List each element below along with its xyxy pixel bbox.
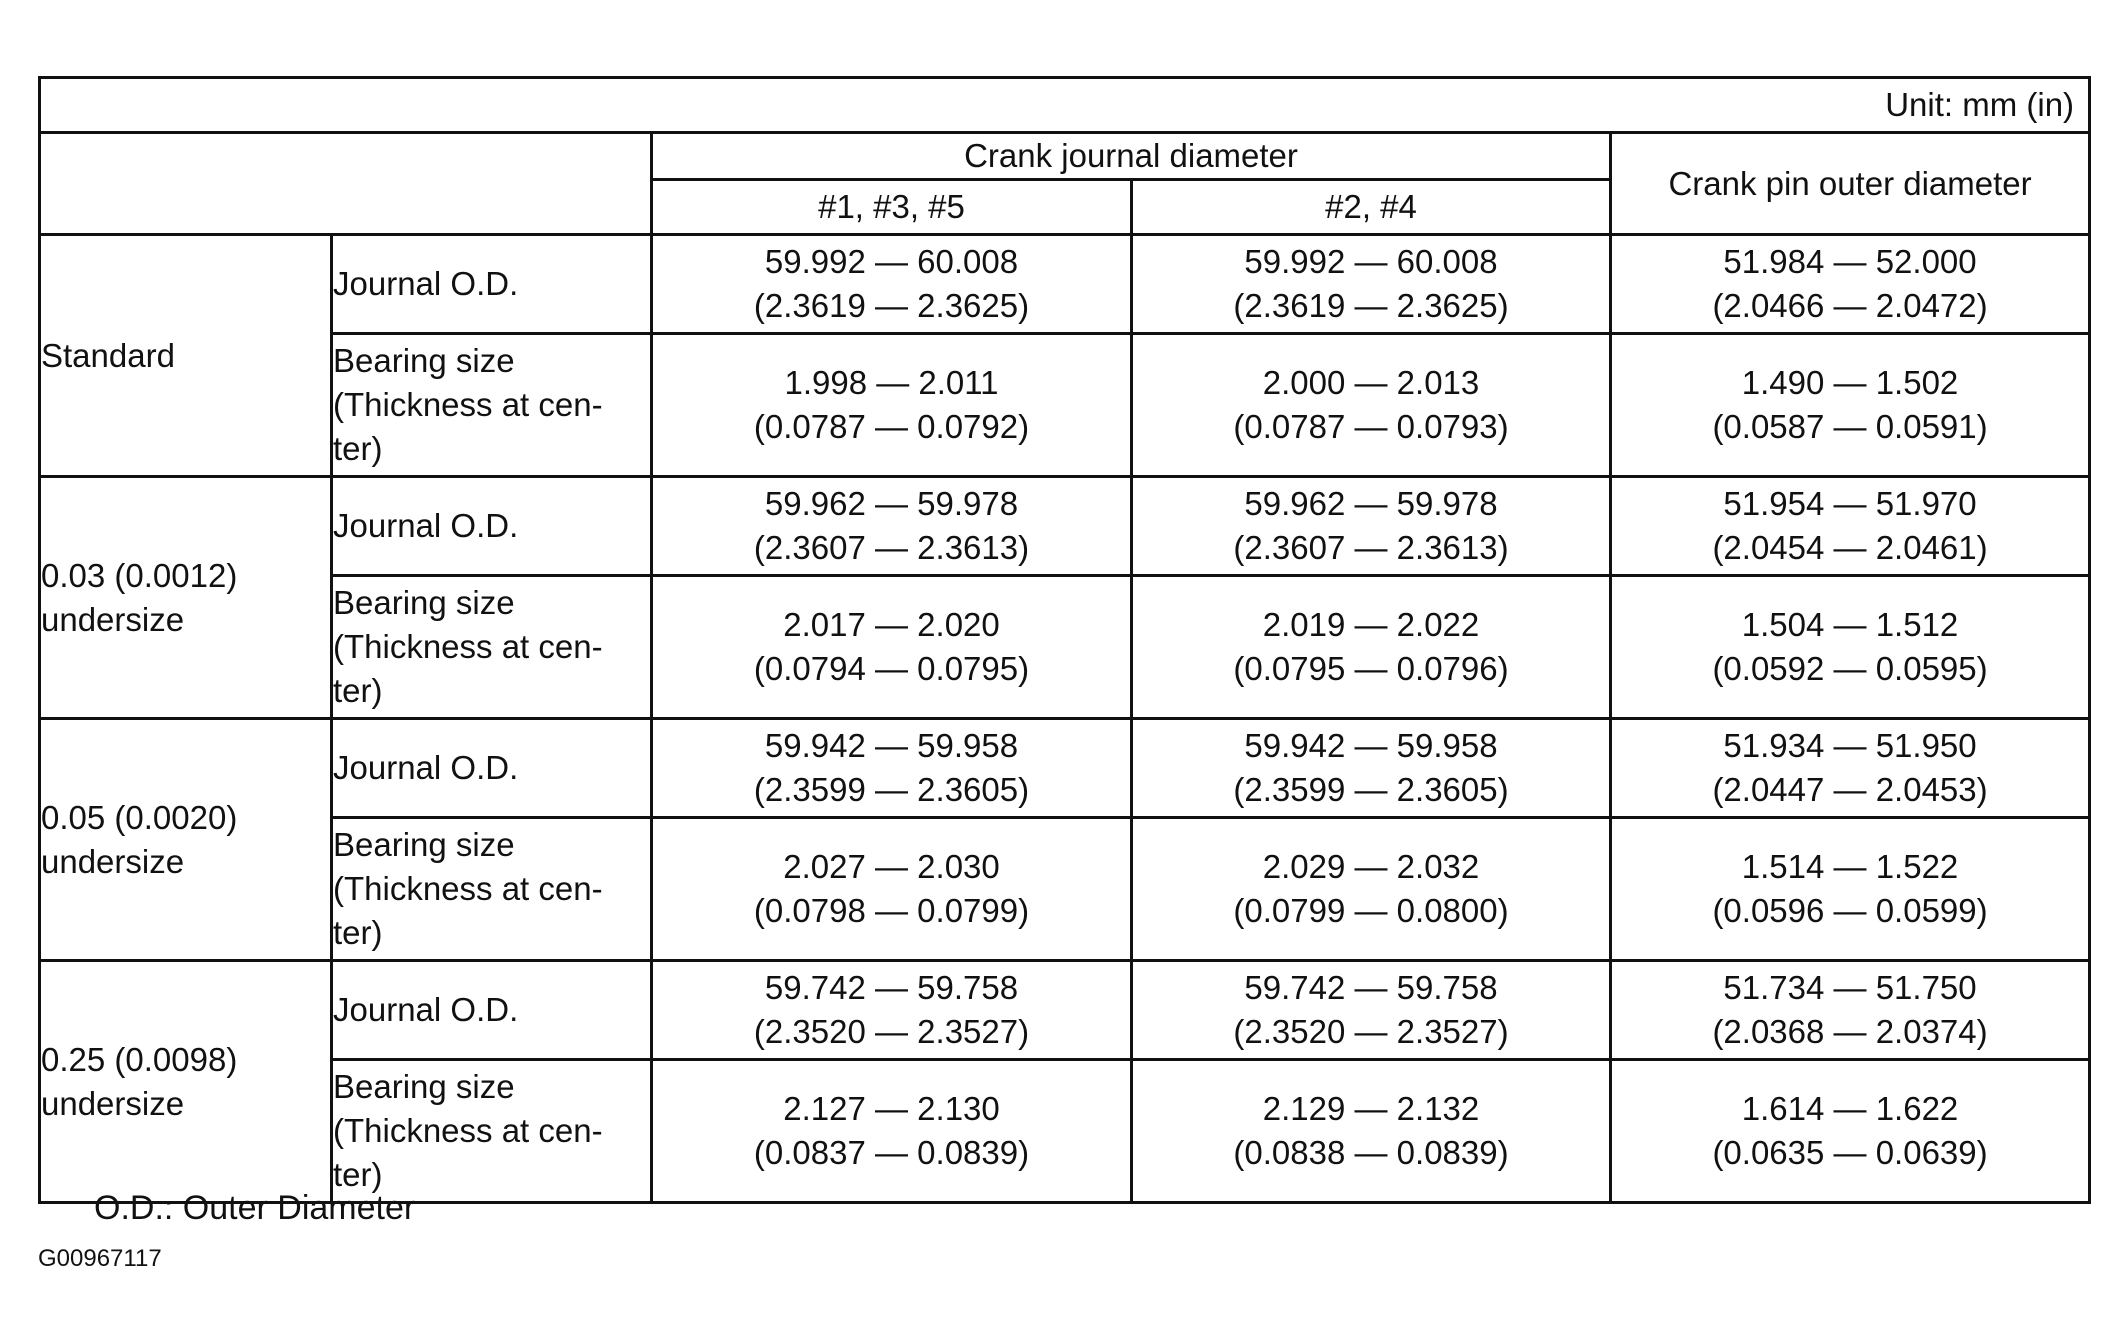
value-mm: 1.514 — 1.522 <box>1741 848 1959 885</box>
header-corner-cell <box>40 133 652 235</box>
bearing-value-cell <box>652 818 1132 961</box>
value-in: (0.0794 — 0.0795) <box>753 650 1030 687</box>
table-row <box>40 576 2090 719</box>
value-mm: 59.992 — 60.008 <box>1244 243 1498 280</box>
journal-col-2-header: #2, #4 <box>1132 180 1611 235</box>
unit-row <box>40 78 2090 133</box>
row-type-label: Journal O.D. <box>332 235 652 334</box>
row-type-label: Bearing size (Thickness at cen-ter) <box>332 818 652 961</box>
bearing-value-cell <box>1132 1060 1611 1203</box>
row-type-label: Journal O.D. <box>332 477 652 576</box>
row-type-label: Journal O.D. <box>332 961 652 1060</box>
journal-value-cell <box>1132 719 1611 818</box>
value-in: (0.0635 — 0.0639) <box>1712 1134 1988 1171</box>
journal-value-cell <box>1132 235 1611 334</box>
value-in: (2.3520 — 2.3527) <box>753 1013 1030 1050</box>
value-mm: 2.017 — 2.020 <box>783 606 1000 643</box>
value-mm: 59.742 — 59.758 <box>1244 969 1498 1006</box>
category-label: 0.05 (0.0020) undersize <box>40 719 332 961</box>
value-mm: 2.127 — 2.130 <box>783 1090 1000 1127</box>
value-mm: 59.942 — 59.958 <box>764 727 1019 764</box>
value-mm: 2.029 — 2.032 <box>1262 848 1480 885</box>
category-label: 0.03 (0.0012) undersize <box>40 477 332 719</box>
value-in: (2.3520 — 2.3527) <box>1233 1013 1509 1050</box>
category-label: Standard <box>40 235 332 477</box>
journal-col-1-header: #1, #3, #5 <box>652 180 1132 235</box>
bearing-value-cell <box>1132 334 1611 477</box>
journal-value-cell <box>1132 961 1611 1060</box>
row-type-label: Bearing size (Thickness at cen-ter) <box>332 334 652 477</box>
value-in: (0.0838 — 0.0839) <box>1233 1134 1509 1171</box>
value-mm: 1.504 — 1.512 <box>1741 606 1959 643</box>
journal-value-cell <box>652 235 1132 334</box>
value-in: (2.3599 — 2.3605) <box>1233 771 1509 808</box>
value-mm: 2.027 — 2.030 <box>783 848 1000 885</box>
row-type-label: Bearing size (Thickness at cen-ter) <box>332 1060 652 1203</box>
unit-label: Unit: mm (in) <box>40 78 2090 133</box>
table-row <box>40 818 2090 961</box>
value-mm: 1.614 — 1.622 <box>1741 1090 1959 1127</box>
table-row <box>40 235 2090 334</box>
bearing-value-cell <box>1132 818 1611 961</box>
value-in: (2.3619 — 2.3625) <box>753 287 1030 324</box>
value-in: (0.0799 — 0.0800) <box>1233 892 1509 929</box>
value-in: (2.3607 — 2.3613) <box>753 529 1030 566</box>
value-in: (2.0466 — 2.0472) <box>1712 287 1988 324</box>
value-mm: 51.934 — 51.950 <box>1723 727 1977 764</box>
value-mm: 1.490 — 1.502 <box>1741 364 1959 401</box>
table-row <box>40 961 2090 1060</box>
value-mm: 51.954 — 51.970 <box>1723 485 1977 522</box>
value-in: (0.0837 — 0.0839) <box>753 1134 1030 1171</box>
value-mm: 2.000 — 2.013 <box>1262 364 1480 401</box>
bearing-value-cell <box>1132 576 1611 719</box>
crankshaft-spec-table <box>38 76 2091 1204</box>
bearing-value-cell <box>652 1060 1132 1203</box>
value-in: (0.0592 — 0.0595) <box>1712 650 1988 687</box>
figure-id: G00967117 <box>38 1245 162 1272</box>
value-mm: 59.942 — 59.958 <box>1244 727 1498 764</box>
crank-pin-header: Crank pin outer diameter <box>1611 133 2090 235</box>
table-row <box>40 719 2090 818</box>
value-in: (2.0447 — 2.0453) <box>1712 771 1988 808</box>
journal-value-cell <box>652 961 1132 1060</box>
table-row <box>40 1060 2090 1203</box>
journal-value-cell <box>652 719 1132 818</box>
journal-value-cell <box>1611 719 2090 818</box>
value-mm: 51.984 — 52.000 <box>1723 243 1977 280</box>
value-in: (0.0787 — 0.0792) <box>753 408 1030 445</box>
row-type-label: Journal O.D. <box>332 719 652 818</box>
value-in: (0.0787 — 0.0793) <box>1233 408 1509 445</box>
footnote: O.D.: Outer Diameter <box>94 1189 416 1227</box>
value-mm: 1.998 — 2.011 <box>784 364 999 401</box>
value-in: (2.0368 — 2.0374) <box>1712 1013 1988 1050</box>
value-mm: 59.962 — 59.978 <box>1244 485 1498 522</box>
value-in: (0.0587 — 0.0591) <box>1712 408 1988 445</box>
table-row <box>40 477 2090 576</box>
bearing-value-cell <box>1611 818 2090 961</box>
value-mm: 59.992 — 60.008 <box>764 243 1019 280</box>
value-in: (2.0454 — 2.0461) <box>1712 529 1988 566</box>
value-in: (2.3619 — 2.3625) <box>1233 287 1509 324</box>
value-mm: 59.742 — 59.758 <box>764 969 1019 1006</box>
value-in: (2.3599 — 2.3605) <box>753 771 1030 808</box>
bearing-value-cell <box>652 576 1132 719</box>
value-in: (0.0798 — 0.0799) <box>753 892 1030 929</box>
category-label: 0.25 (0.0098) undersize <box>40 961 332 1203</box>
value-mm: 2.019 — 2.022 <box>1262 606 1480 643</box>
bearing-value-cell <box>1611 1060 2090 1203</box>
value-in: (0.0795 — 0.0796) <box>1233 650 1509 687</box>
journal-value-cell <box>1132 477 1611 576</box>
journal-value-cell <box>652 477 1132 576</box>
journal-value-cell <box>1611 235 2090 334</box>
value-mm: 2.129 — 2.132 <box>1262 1090 1480 1127</box>
header-row-1 <box>40 133 2090 180</box>
journal-value-cell <box>1611 477 2090 576</box>
value-mm: 59.962 — 59.978 <box>764 485 1019 522</box>
bearing-value-cell <box>1611 576 2090 719</box>
bearing-value-cell <box>652 334 1132 477</box>
journal-value-cell <box>1611 961 2090 1060</box>
bearing-value-cell <box>1611 334 2090 477</box>
table-row <box>40 334 2090 477</box>
value-in: (0.0596 — 0.0599) <box>1712 892 1988 929</box>
value-mm: 51.734 — 51.750 <box>1723 969 1977 1006</box>
row-type-label: Bearing size (Thickness at cen-ter) <box>332 576 652 719</box>
crank-journal-header: Crank journal diameter <box>652 133 1611 180</box>
value-in: (2.3607 — 2.3613) <box>1233 529 1509 566</box>
